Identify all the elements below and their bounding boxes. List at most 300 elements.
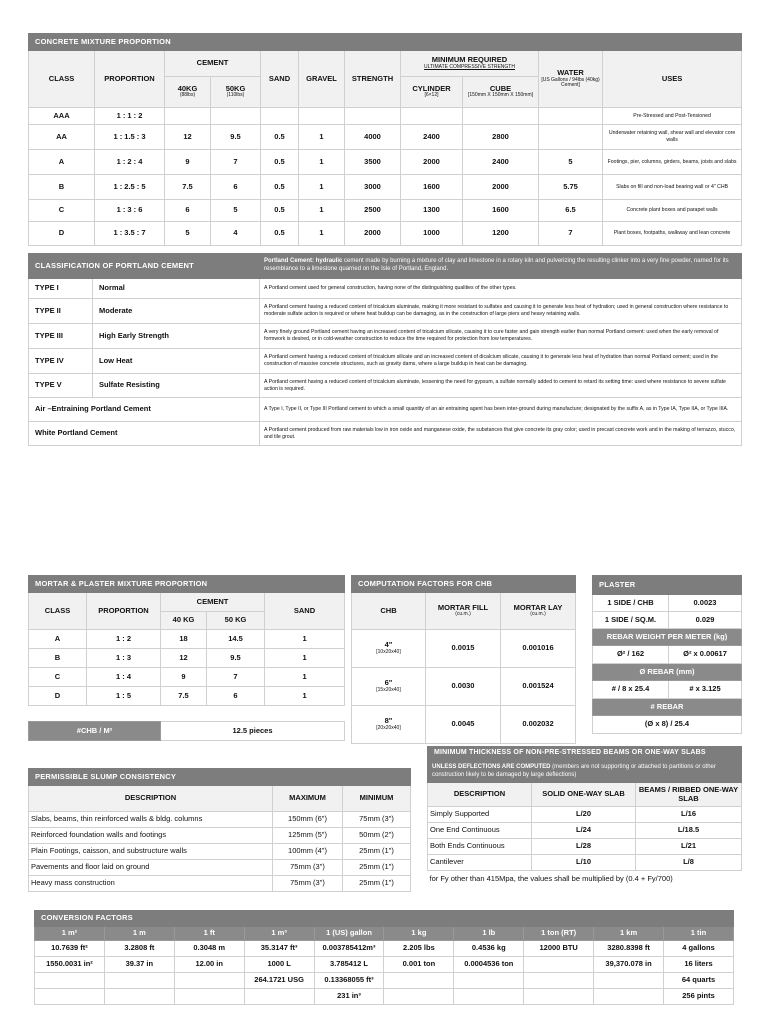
max-cell: 75mm (3") — [273, 876, 343, 892]
table-row — [352, 630, 576, 668]
solid-cell: L/24 — [532, 823, 636, 839]
table-row — [29, 279, 742, 299]
min-required-label: MINIMUM REQUIRED — [431, 55, 508, 65]
cement-50-sub: (110lbs) — [226, 92, 245, 99]
max-cell: 125mm (5") — [273, 828, 343, 844]
table-row — [29, 860, 411, 876]
table-row — [29, 649, 345, 668]
table-row — [352, 706, 576, 744]
table-row — [29, 687, 345, 706]
mortar-lay-cell: 0.002032 — [501, 706, 576, 744]
table-row — [428, 823, 742, 839]
col-uses: USES — [603, 51, 742, 108]
sand-cell — [261, 108, 299, 125]
slump-section — [28, 768, 410, 892]
cylinder-cell: 2400 — [401, 125, 463, 150]
conversion-title: CONVERSION FACTORS — [35, 911, 734, 927]
min-cell: 75mm (3") — [343, 812, 411, 828]
chb-size: 8" — [384, 716, 393, 726]
mortar-section — [28, 575, 344, 706]
plaster-value-cell: 0.029 — [669, 612, 742, 629]
chb-size-cell — [352, 706, 426, 744]
chb-per-sqm-table — [28, 721, 345, 741]
table-row — [29, 374, 742, 398]
conv-cell: 35.3147 ft³ — [244, 941, 314, 957]
conv-cell: 16 liters — [664, 957, 734, 973]
water-cell — [539, 125, 603, 150]
table-row — [593, 646, 742, 664]
sand-cell: 0.5 — [261, 175, 299, 200]
conv-cell — [174, 973, 244, 989]
water-cell: 7 — [539, 222, 603, 246]
beams-cell: L/8 — [636, 855, 742, 871]
cube-cell — [463, 108, 539, 125]
conversion-header-row — [35, 927, 734, 941]
proportion-cell: 1 : 3.5 : 7 — [95, 222, 165, 246]
conv-cell — [594, 973, 664, 989]
sand-cell: 0.5 — [261, 150, 299, 175]
type-cell: TYPE I — [29, 279, 93, 299]
slump-title: PERMISSIBLE SLUMP CONSISTENCY — [29, 769, 411, 786]
c50-cell: 5 — [211, 200, 261, 222]
conv-col: 1 kg — [384, 927, 454, 941]
portland-intro-word: hydraulic — [315, 258, 343, 265]
col-sand: SAND — [265, 593, 345, 630]
c40-cell: 7.5 — [161, 687, 207, 706]
cube-cell: 1600 — [463, 200, 539, 222]
strength-cell: 4000 — [345, 125, 401, 150]
type-desc-cell: A very finely ground Portland cement having an increased content of tricalcium silicate, causing it to cure faster and gain strength earlier than normal Portland cement: used when the early removal of formwork is desired, or in cold-weather construction to reduce the time required for protection from low temperatures. — [260, 324, 742, 349]
plaster-table — [592, 575, 742, 734]
conv-cell: 2.205 lbs — [384, 941, 454, 957]
table-row — [29, 876, 411, 892]
col-description: DESCRIPTION — [428, 783, 532, 807]
chb-dim: [15x20x40] — [376, 686, 401, 693]
portland-table — [28, 253, 742, 446]
table-row — [29, 125, 742, 150]
col-cement-50: 50 KG — [207, 612, 265, 630]
conv-cell: 3.785412 L — [314, 957, 384, 973]
max-cell: 75mm (3") — [273, 860, 343, 876]
col-proportion: PROPORTION — [87, 593, 161, 630]
desc-cell: Both Ends Continuous — [428, 839, 532, 855]
beams-cell: L/16 — [636, 807, 742, 823]
solid-cell: L/20 — [532, 807, 636, 823]
col-min-required — [401, 51, 539, 77]
conv-cell: 0.003785412m³ — [314, 941, 384, 957]
table-row — [29, 812, 411, 828]
col-chb: CHB — [352, 593, 426, 630]
conv-cell — [104, 989, 174, 1005]
chb-dim: [10x20x40] — [376, 648, 401, 655]
class-cell: D — [29, 687, 87, 706]
proportion-cell: 1 : 5 — [87, 687, 161, 706]
uses-cell: Concrete plant boxes and parapet walls — [603, 200, 742, 222]
uses-cell: Plant boxes, footpaths, walkway and lean concrete — [603, 222, 742, 246]
col-water — [539, 51, 603, 108]
sand-cell: 1 — [265, 630, 345, 649]
desc-cell: Plain Footings, caisson, and substructure walls — [29, 844, 273, 860]
type-cell: TYPE IV — [29, 349, 93, 374]
cylinder-cell: 1000 — [401, 222, 463, 246]
col-beams: BEAMS / RIBBED ONE-WAY SLAB — [636, 783, 742, 807]
type-desc-cell: A Portland cement having a reduced content of tricalcium aluminate, lessening the need for gypsum, a sulfate normally added to cement to retard its setting time: used where resistance to severe sulfate action is required. — [260, 374, 742, 398]
sand-cell: 0.5 — [261, 200, 299, 222]
c50-cell: 9.5 — [211, 125, 261, 150]
desc-cell: Slabs, beams, thin reinforced walls & bldg. columns — [29, 812, 273, 828]
type-name-cell: Low Heat — [93, 349, 260, 374]
sand-cell: 1 — [265, 649, 345, 668]
type-desc-cell: A Portland cement used for general construction, having none of the distinguishing qualities of the other types. — [260, 279, 742, 299]
conv-cell — [524, 989, 594, 1005]
proportion-cell: 1 : 3 : 6 — [95, 200, 165, 222]
type-desc-cell: A Portland cement having a reduced content of tricalcium aluminate, making it more resistant to sulfates and causing it to generate less heat of hydration; used in general construction where resistance to moderate sulfate action is required or where heat buildup can be damaging, as in the construction of large piers and heavy retaining walls. — [260, 299, 742, 324]
rebar-mm-b: # x 3.125 — [669, 681, 742, 699]
conv-cell: 10.7639 ft² — [35, 941, 105, 957]
conv-col: 1 ton (RT) — [524, 927, 594, 941]
col-mortar-lay — [501, 593, 576, 630]
desc-cell: Reinforced foundation walls and footings — [29, 828, 273, 844]
mortar-fill-unit: (cu.m.) — [455, 611, 471, 618]
type-cell: White Portland Cement — [29, 422, 260, 446]
table-row — [35, 941, 734, 957]
col-cube — [463, 77, 539, 108]
class-cell: AAA — [29, 108, 95, 125]
cube-cell: 2800 — [463, 125, 539, 150]
thickness-table — [427, 746, 742, 889]
mortar-title: MORTAR & PLASTER MIXTURE PROPORTION — [29, 576, 345, 593]
conv-col: 1 lb — [454, 927, 524, 941]
desc-cell: Cantilever — [428, 855, 532, 871]
uses-cell: Underwater retaining wall, shear wall and elevator core walls — [603, 125, 742, 150]
mortar-fill-label: MORTAR FILL — [437, 602, 489, 612]
col-cement: CEMENT — [161, 593, 265, 612]
c40-cell — [165, 108, 211, 125]
uses-cell: Slabs on fill and non-load bearing wall or 4" CHB — [603, 175, 742, 200]
thickness-section — [427, 746, 741, 889]
conv-col: 1 tin — [664, 927, 734, 941]
table-row — [29, 200, 742, 222]
type-desc-cell: A Portland cement having a reduced content of tricalcium silicate and an increased content of dicalcium silicate, causing it to generate less heat of hydration than normal Portland cement; used in the construction of massive concrete structures, such as gravity dams, where a large buildup in heat can be damaging. — [260, 349, 742, 374]
conversion-section — [34, 910, 734, 1005]
portland-intro-label: Portland Cement: — [264, 258, 315, 265]
desc-cell: Heavy mass construction — [29, 876, 273, 892]
rebar-mm-a: # / 8 x 25.4 — [593, 681, 669, 699]
plaster-value-cell: 0.0023 — [669, 595, 742, 612]
class-cell: D — [29, 222, 95, 246]
water-cell: 5 — [539, 150, 603, 175]
cement-40-sub: (88lbs) — [179, 92, 196, 99]
thickness-note: for Fy other than 415Mpa, the values shall be multiplied by (0.4 + Fy/700) — [429, 874, 673, 884]
sand-cell: 0.5 — [261, 125, 299, 150]
min-cell: 50mm (2") — [343, 828, 411, 844]
conv-cell — [384, 989, 454, 1005]
table-row — [593, 612, 742, 629]
gravel-cell — [299, 108, 345, 125]
class-cell: C — [29, 200, 95, 222]
table-row — [593, 716, 742, 734]
table-row — [29, 844, 411, 860]
col-cement-40 — [165, 77, 211, 108]
c40-cell: 18 — [161, 630, 207, 649]
table-row — [29, 828, 411, 844]
conv-cell — [384, 973, 454, 989]
conv-cell — [174, 989, 244, 1005]
solid-cell: L/28 — [532, 839, 636, 855]
col-minimum: MINIMUM — [343, 786, 411, 812]
c50-cell — [211, 108, 261, 125]
desc-cell: Pavements and floor laid on ground — [29, 860, 273, 876]
mortar-lay-cell: 0.001016 — [501, 630, 576, 668]
strength-cell: 2500 — [345, 200, 401, 222]
c50-cell: 7 — [207, 668, 265, 687]
cube-label: CUBE — [489, 83, 512, 93]
col-cylinder — [401, 77, 463, 108]
rebar-num-value: (Ø x 8) / 25.4 — [593, 716, 742, 734]
col-cement-50 — [211, 77, 261, 108]
cement-40-label: 40KG — [177, 83, 198, 93]
type-cell: TYPE II — [29, 299, 93, 324]
conv-cell — [454, 973, 524, 989]
portland-section — [28, 253, 741, 446]
col-class: CLASS — [29, 593, 87, 630]
conversion-table — [34, 910, 734, 1005]
table-row — [29, 349, 742, 374]
uses-cell: Pre-Stressed and Post-Tensioned — [603, 108, 742, 125]
proportion-cell: 1 : 2.5 : 5 — [95, 175, 165, 200]
conv-cell: 3.2808 ft — [104, 941, 174, 957]
c50-cell: 9.5 — [207, 649, 265, 668]
col-cement: CEMENT — [165, 51, 261, 77]
table-row — [593, 595, 742, 612]
table-row — [29, 668, 345, 687]
gravel-cell: 1 — [299, 200, 345, 222]
water-label: WATER — [557, 67, 584, 77]
class-cell: B — [29, 175, 95, 200]
conv-cell — [524, 957, 594, 973]
type-cell: TYPE V — [29, 374, 93, 398]
cylinder-cell: 2000 — [401, 150, 463, 175]
c50-cell: 14.5 — [207, 630, 265, 649]
thickness-subtitle-rest: (members are not supporting or attached to partitions or other construction likely to be damaged by large deflections) — [432, 763, 716, 778]
c40-cell: 12 — [165, 125, 211, 150]
conv-cell: 0.0004536 ton — [454, 957, 524, 973]
cylinder-cell: 1600 — [401, 175, 463, 200]
class-cell: A — [29, 150, 95, 175]
col-class: CLASS — [29, 51, 95, 108]
cylinder-sub: [6×12] — [424, 92, 439, 99]
conv-cell: 264.1721 USG — [244, 973, 314, 989]
water-sub: [US Gallons / 94lbs (40kg) Cement] — [541, 76, 600, 89]
conv-cell: 0.13368055 ft³ — [314, 973, 384, 989]
c40-cell: 6 — [165, 200, 211, 222]
table-row — [29, 150, 742, 175]
concrete-mixture-table — [28, 33, 742, 246]
class-cell: C — [29, 668, 87, 687]
conv-cell — [244, 989, 314, 1005]
conv-cell: 64 quarts — [664, 973, 734, 989]
c40-cell: 9 — [165, 150, 211, 175]
class-cell: B — [29, 649, 87, 668]
col-description: DESCRIPTION — [29, 786, 273, 812]
conv-cell: 0.001 ton — [384, 957, 454, 973]
conv-cell: 39.37 in — [104, 957, 174, 973]
conv-cell: 12.00 in — [174, 957, 244, 973]
table-row — [29, 299, 742, 324]
conv-col: 1 m — [104, 927, 174, 941]
proportion-cell: 1 : 2 — [87, 630, 161, 649]
conv-cell: 1550.0031 in² — [35, 957, 105, 973]
c50-cell: 4 — [211, 222, 261, 246]
beams-cell: L/21 — [636, 839, 742, 855]
conv-cell: 3280.8398 ft — [594, 941, 664, 957]
c50-cell: 7 — [211, 150, 261, 175]
conv-cell: 231 in³ — [314, 989, 384, 1005]
proportion-cell: 1 : 2 : 4 — [95, 150, 165, 175]
type-name-cell: High Early Strength — [93, 324, 260, 349]
conv-col: 1 (US) gallon — [314, 927, 384, 941]
conv-cell: 0.3048 m — [174, 941, 244, 957]
col-solid-slab: SOLID ONE-WAY SLAB — [532, 783, 636, 807]
table-row — [29, 422, 742, 446]
conv-cell — [594, 989, 664, 1005]
col-strength: STRENGTH — [345, 51, 401, 108]
chb-size-cell — [352, 630, 426, 668]
table-row — [29, 108, 742, 125]
min-required-sub: ULTIMATE COMPRESSIVE STRENGTH — [424, 63, 515, 70]
chb-per-sqm-label: #CHB / M² — [29, 722, 161, 741]
concrete-title: CONCRETE MIXTURE PROPORTION — [29, 34, 742, 51]
chb-per-sqm-value: 12.5 pieces — [161, 722, 345, 741]
gravel-cell: 1 — [299, 175, 345, 200]
cylinder-cell: 1300 — [401, 200, 463, 222]
table-row — [352, 668, 576, 706]
col-cement-40: 40 KG — [161, 612, 207, 630]
conv-cell: 39,370.078 in — [594, 957, 664, 973]
rebar-num-title: # REBAR — [593, 699, 742, 716]
type-name-cell: Moderate — [93, 299, 260, 324]
cylinder-cell — [401, 108, 463, 125]
type-cell: TYPE III — [29, 324, 93, 349]
chb-size-cell — [352, 668, 426, 706]
chb-table — [351, 575, 576, 744]
mortar-table — [28, 575, 345, 706]
max-cell: 100mm (4") — [273, 844, 343, 860]
strength-cell: 3000 — [345, 175, 401, 200]
rebar-mm-title: Ø REBAR (mm) — [593, 664, 742, 681]
table-row — [29, 324, 742, 349]
type-cell: Air –Entraining Portland Cement — [29, 398, 260, 422]
cement-50-label: 50KG — [225, 83, 246, 93]
conv-cell — [524, 973, 594, 989]
conv-cell — [104, 973, 174, 989]
sand-cell: 1 — [265, 668, 345, 687]
water-cell: 5.75 — [539, 175, 603, 200]
conv-col: 1 m² — [35, 927, 105, 941]
sand-cell: 1 — [265, 687, 345, 706]
slump-table — [28, 768, 411, 892]
portland-title: CLASSIFICATION OF PORTLAND CEMENT — [29, 254, 260, 279]
mortar-fill-cell: 0.0015 — [426, 630, 501, 668]
table-row — [428, 855, 742, 871]
table-row — [29, 398, 742, 422]
max-cell: 150mm (6") — [273, 812, 343, 828]
conv-col: 1 km — [594, 927, 664, 941]
portland-intro-text: cement made by burning a mixture of clay and limestone in a rotary kiln and pulverizing the resulting clinker into a very fine powder, named for its resemblance to a limestone quarried on the Isle of Portland, England. — [264, 258, 729, 272]
min-cell: 25mm (1") — [343, 844, 411, 860]
proportion-cell: 1 : 1 : 2 — [95, 108, 165, 125]
thickness-title: MINIMUM THICKNESS OF NON-PRE-STRESSED BEAMS OR ONE-WAY SLABS — [428, 747, 742, 761]
conv-cell — [35, 973, 105, 989]
col-sand: SAND — [261, 51, 299, 108]
proportion-cell: 1 : 1.5 : 3 — [95, 125, 165, 150]
min-cell: 25mm (1") — [343, 876, 411, 892]
water-cell: 6.5 — [539, 200, 603, 222]
type-name-cell: Normal — [93, 279, 260, 299]
mortar-lay-unit: (cu.m.) — [530, 611, 546, 618]
gravel-cell: 1 — [299, 222, 345, 246]
col-proportion: PROPORTION — [95, 51, 165, 108]
conv-cell: 1000 L — [244, 957, 314, 973]
desc-cell: Simply Supported — [428, 807, 532, 823]
sand-cell: 0.5 — [261, 222, 299, 246]
conv-cell — [35, 989, 105, 1005]
min-cell: 25mm (1") — [343, 860, 411, 876]
type-desc-cell: A Portland cement produced from raw materials low in iron oxide and manganese oxide, the substances that give concrete its gray color; used in precast concrete work and in the making of terrazzo, stucco, and tile grout. — [260, 422, 742, 446]
conv-cell: 12000 BTU — [524, 941, 594, 957]
chb-section — [351, 575, 575, 744]
plaster-title: PLASTER — [593, 576, 742, 595]
solid-cell: L/10 — [532, 855, 636, 871]
cube-cell: 2400 — [463, 150, 539, 175]
thickness-subtitle — [428, 761, 742, 783]
gravel-cell: 1 — [299, 150, 345, 175]
rebar-weight-a: Ø² / 162 — [593, 646, 669, 664]
table-row — [593, 681, 742, 699]
thickness-subtitle-bold: UNLESS DEFLECTIONS ARE COMPUTED — [432, 763, 551, 770]
conv-cell: 256 pints — [664, 989, 734, 1005]
c50-cell: 6 — [207, 687, 265, 706]
conv-cell — [454, 989, 524, 1005]
table-row — [35, 957, 734, 973]
cube-cell: 2000 — [463, 175, 539, 200]
conv-cell: 4 gallons — [664, 941, 734, 957]
mortar-fill-cell: 0.0045 — [426, 706, 501, 744]
plaster-label-cell: 1 SIDE / CHB — [593, 595, 669, 612]
rebar-weight-title: REBAR WEIGHT PER METER (kg) — [593, 629, 742, 646]
chb-title: COMPUTATION FACTORS FOR CHB — [352, 576, 576, 593]
portland-intro — [260, 254, 742, 279]
desc-cell: One End Continuous — [428, 823, 532, 839]
c40-cell: 7.5 — [165, 175, 211, 200]
type-name-cell: Sulfate Resisting — [93, 374, 260, 398]
table-row — [35, 973, 734, 989]
chb-size: 6" — [384, 678, 393, 688]
col-gravel: GRAVEL — [299, 51, 345, 108]
strength-cell — [345, 108, 401, 125]
proportion-cell: 1 : 3 — [87, 649, 161, 668]
chb-dim: [20x20x40] — [376, 724, 401, 731]
plaster-section — [592, 575, 741, 734]
strength-cell: 2000 — [345, 222, 401, 246]
beams-cell: L/18.5 — [636, 823, 742, 839]
class-cell: AA — [29, 125, 95, 150]
table-row — [35, 989, 734, 1005]
conv-col: 1 m³ — [244, 927, 314, 941]
chb-per-sqm — [28, 721, 344, 741]
col-maximum: MAXIMUM — [273, 786, 343, 812]
table-row — [428, 807, 742, 823]
